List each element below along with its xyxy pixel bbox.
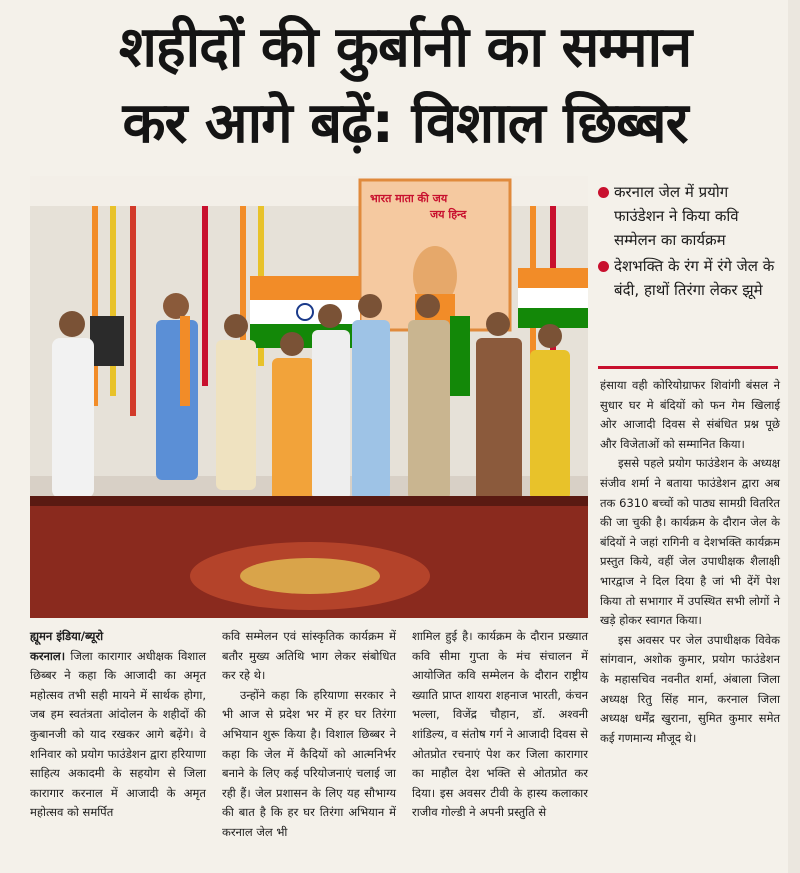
event-photo	[30, 176, 588, 618]
bullet-icon	[598, 261, 609, 272]
headline-line-2: कर आगे बढ़ें: विशाल छिब्बर	[122, 91, 688, 156]
headline-line-1: शहीदों की कुर्बानी का सम्मान	[118, 15, 692, 80]
banner-slogan-2: जय हिन्द	[430, 208, 467, 221]
article-column-2	[222, 627, 396, 843]
article-column-right	[600, 376, 780, 748]
bullet-icon	[598, 187, 609, 198]
paragraph: हंसाया वही कोरियोग्राफर शिवांगी बंसल ने सुधार घर मे बंदियों को फन गेम खिलाई ओर आजादी दिवस से संबंधित प्रश्न पूछे और विजेताओं को सम्मानित किया।	[600, 378, 780, 451]
article-column-1	[30, 627, 206, 823]
paragraph: इससे पहले प्रयोग फाउंडेशन के अध्यक्ष संजीव शर्मा ने बताया फाउंडेशन द्वारा अब तक 6310 बच्चों को पाठ्य सामग्री वितरित की जा चुकी है। कार्यक्रम के दौरान जेल के बंदियों ने जहां रागिनी व देशभक्ति कार्यक्रम प्रस्तुत किये, वहीं जेल उपाधीक्षक शैलाक्षी भारद्वाज ने दिल दिया है जां भी देंगें पेश किया तो सभागार में उपस्थित सभी लोगों ने खड़े होकर स्वागत किया।	[600, 456, 780, 628]
event-photo-illustration	[30, 176, 588, 618]
article-column-3	[412, 627, 588, 823]
paragraph: इस अवसर पर जेल उपाधीक्षक विवेक सांगवान, अशोक कुमार, प्रयोग फाउंडेशन के महासचिव नवनीत शर्मा, अंबाला जिला अध्यक्ष रितु सिंह मान, करनाल जिला अध्यक्ष धर्मेंद्र खुराना, सुमित कुमार समेत कई गणमान्य मौजूद थे।	[600, 632, 780, 745]
paragraph: कवि सम्मेलन एवं सांस्कृतिक कार्यक्रम में बतौर मुख्य अतिथि भाग लेकर संबोधित कर रहे थे।	[222, 629, 396, 683]
byline: ह्यूमन इंडिया/ब्यूरो	[30, 629, 104, 643]
paragraph: उन्होंने कहा कि हरियाणा सरकार ने भी आज से प्रदेश भर में हर घर तिरंगा अभियान शुरू किया है। विशाल छिब्बर ने कहा कि जेल में कैदियों को आत्मनिर्भर बनाने के लिए कई परियोजनाएं चलाई जा रही हैं। जेल प्रशासन के लिए यह सौभाग्य की बात है कि हर घर तिरंगा अभियान में करनाल जेल भी	[222, 687, 396, 839]
headline	[20, 10, 790, 162]
highlight-text: देशभक्ति के रंग में रंगे जेल के बंदी, हाथों तिरंगा लेकर झूमे	[614, 257, 775, 299]
highlight-divider	[598, 366, 778, 369]
paragraph-text: जिला कारागार अधीक्षक विशाल छिब्बर ने कहा कि आजादी का अमृत महोत्सव तभी सही मायने में सार्थक होगा, जब हम स्वतंत्रता आंदोलन के शहीदों की कुबानजी को याद रखकर आगे बढ़ेंगे। वे शनिवार को प्रयोग फाउंडेशन द्वारा हरियाणा साहित्य अकादमी के सहयोग से जिला कारागार करनाल में आजादी के अमृत महोत्सव को समर्पित	[30, 648, 206, 820]
highlight-item	[598, 180, 780, 252]
paragraph	[30, 647, 206, 823]
banner-slogan-1: भारत माता की जय	[370, 192, 448, 205]
highlights-box	[598, 180, 780, 304]
highlight-item	[598, 254, 780, 302]
highlight-text: करनाल जेल में प्रयोग फाउंडेशन ने किया कवि सम्मेलन का कार्यक्रम	[614, 183, 739, 249]
paragraph: शामिल हुई है। कार्यक्रम के दौरान प्रख्यात कवि सीमा गुप्ता के मंच संचालन में आयोजित कवि सम्मेलन के दौरान राष्ट्रीय ख्याति प्राप्त शायरा शहनाज भारती, कंचन भल्ला, विजेंद्र चौहान, डॉ. अश्वनी शांडिल्य, व संतोष गर्ग ने आजादी दिवस से ओतप्रोत रचनाएं पेश कर जिला कारागार का माहौल देश भक्ति से ओतप्रोत कर दिया। इस अवसर टीवी के हास्य कलाकार राजीव गोल्डी ने अपनी प्रस्तुति से	[412, 629, 588, 820]
dateline: करनाल।	[30, 648, 66, 663]
